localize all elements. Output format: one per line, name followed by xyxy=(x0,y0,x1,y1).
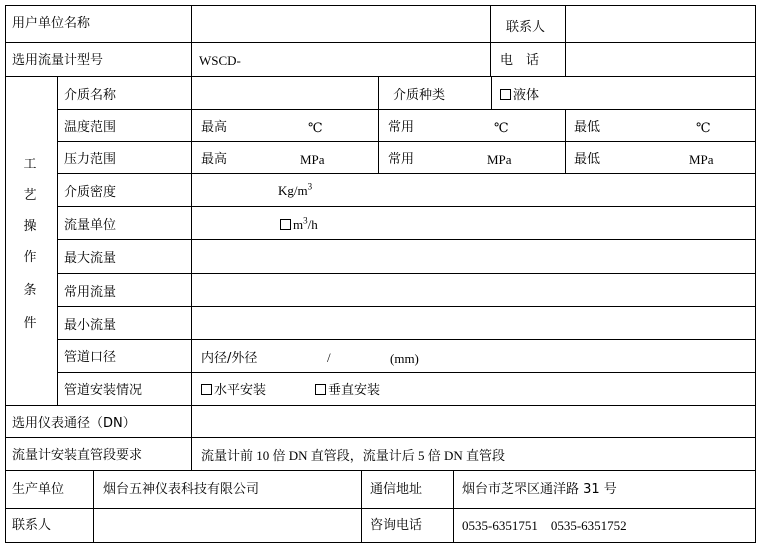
producer-label: 生产单位 xyxy=(12,482,65,497)
vertical-install-label: 垂直安装 xyxy=(328,383,381,398)
temperature-range-label: 温度范围 xyxy=(64,120,117,135)
normal-flow-field[interactable] xyxy=(192,274,754,305)
straight-pipe-requirement-value: 流量计前 10 倍 DN 直管段，流量计后 5 倍 DN 直管段 xyxy=(201,448,506,463)
footer-contact-field[interactable] xyxy=(94,509,360,541)
min-flow-label: 最小流量 xyxy=(64,318,117,333)
normal-flow-label: 常用流量 xyxy=(64,285,117,300)
producer-value: 烟台五神仪表科技有限公司 xyxy=(103,482,260,497)
flow-unit-base: m xyxy=(293,217,304,232)
pres-max-label: 最高 xyxy=(201,152,228,167)
contact-field[interactable] xyxy=(566,6,754,41)
pres-min-unit: MPa xyxy=(689,152,714,167)
liquid-checkbox[interactable] xyxy=(500,89,511,100)
flowmeter-model-value[interactable]: WSCD- xyxy=(199,53,241,68)
address-label: 通信地址 xyxy=(370,482,423,497)
medium-type-label: 介质种类 xyxy=(393,88,446,103)
pipe-inner-outer-label: 内径/外径 xyxy=(201,351,258,366)
min-flow-field[interactable] xyxy=(192,307,754,338)
inquiry-phone-label: 咨询电话 xyxy=(370,518,423,533)
medium-name-field[interactable] xyxy=(192,77,377,108)
temp-min-unit: ℃ xyxy=(696,120,711,135)
temp-max-label: 最高 xyxy=(201,120,228,135)
pres-max-unit: MPa xyxy=(300,152,325,167)
side-char: 件 xyxy=(23,316,37,331)
pipe-slash: / xyxy=(327,350,331,365)
phone-field[interactable] xyxy=(566,43,754,75)
density-unit xyxy=(278,183,312,199)
contact-label: 联系人 xyxy=(506,20,546,35)
medium-name-label: 介质名称 xyxy=(64,88,117,103)
vertical-checkbox[interactable] xyxy=(315,384,326,395)
flow-unit-label: 流量单位 xyxy=(64,218,117,233)
footer-contact-label: 联系人 xyxy=(12,518,52,533)
user-unit-name-label: 用户单位名称 xyxy=(12,16,91,31)
pipe-installation-label: 管道安装情况 xyxy=(64,383,143,398)
medium-density-label: 介质密度 xyxy=(64,185,117,200)
m3h-checkbox[interactable] xyxy=(280,219,291,230)
side-char: 条 xyxy=(23,283,37,298)
pres-normal-unit: MPa xyxy=(487,152,512,167)
dn-field[interactable] xyxy=(192,406,754,436)
temp-max-unit: ℃ xyxy=(308,120,323,135)
density-unit-exponent: 3 xyxy=(307,181,313,192)
phone-label: 电 话 xyxy=(500,53,540,68)
user-unit-name-field[interactable] xyxy=(192,6,489,41)
inquiry-phone-value: 0535-6351751 0535-6351752 xyxy=(462,518,627,533)
horizontal-install-label: 水平安装 xyxy=(214,383,267,398)
address-value: 烟台市芝罘区通洋路 31 号 xyxy=(462,482,617,497)
side-char: 操 xyxy=(23,219,37,234)
pressure-range-label: 压力范围 xyxy=(64,152,117,167)
max-flow-field[interactable] xyxy=(192,240,754,272)
liquid-option[interactable] xyxy=(500,88,539,104)
flowmeter-model-label: 选用流量计型号 xyxy=(12,53,104,68)
flow-unit-tail: /h xyxy=(307,217,318,232)
straight-pipe-requirement-label: 流量计安装直管段要求 xyxy=(12,448,143,463)
temp-min-label: 最低 xyxy=(574,120,601,135)
flow-unit-m3h-option[interactable] xyxy=(280,217,318,233)
temp-normal-unit: ℃ xyxy=(494,120,509,135)
temp-normal-label: 常用 xyxy=(388,120,415,135)
liquid-option-label: 液体 xyxy=(513,88,540,103)
dn-label: 选用仪表通径（DN） xyxy=(12,416,136,431)
side-char: 工 xyxy=(23,157,37,172)
side-char: 作 xyxy=(23,250,37,265)
density-unit-base: Kg/m xyxy=(278,183,308,198)
flow-unit-exponent: 3 xyxy=(303,215,308,226)
vertical-install-option[interactable] xyxy=(315,383,380,399)
pipe-diameter-label: 管道口径 xyxy=(64,350,117,365)
horizontal-checkbox[interactable] xyxy=(201,384,212,395)
pipe-unit: (mm) xyxy=(390,351,419,366)
pres-normal-label: 常用 xyxy=(388,152,415,167)
side-char: 艺 xyxy=(23,188,37,203)
horizontal-install-option[interactable] xyxy=(201,383,266,399)
max-flow-label: 最大流量 xyxy=(64,251,117,266)
pres-min-label: 最低 xyxy=(574,152,601,167)
